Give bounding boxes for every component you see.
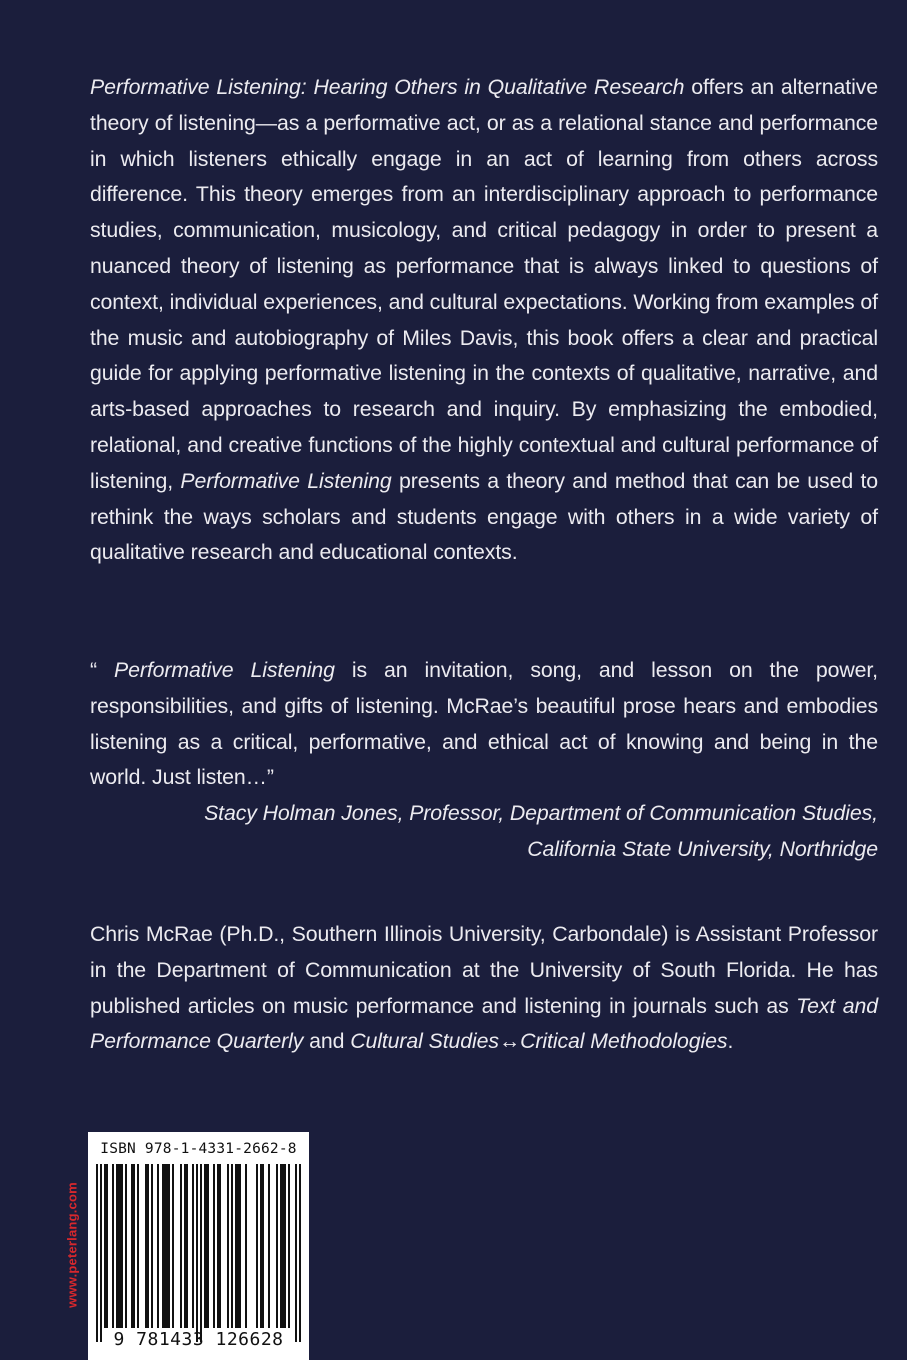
book-title-short: Performative Listening xyxy=(180,468,392,493)
barcode-bar xyxy=(260,1164,264,1328)
barcode-bar xyxy=(231,1164,233,1328)
quote-body xyxy=(90,653,878,796)
barcode-bar xyxy=(235,1164,241,1328)
barcode-bar xyxy=(204,1164,208,1328)
barcode-bar xyxy=(280,1164,286,1328)
barcode-bar xyxy=(157,1164,159,1328)
endorsement-quote xyxy=(90,653,878,868)
barcode-bar xyxy=(217,1164,221,1328)
journal-2: Cultural Studies↔Critical Methodologies xyxy=(350,1029,728,1054)
quote-book-title: Performative Listening xyxy=(113,658,335,682)
barcode-bar xyxy=(125,1164,127,1328)
quote-attribution-line-2: California State University, Northridge xyxy=(527,836,878,861)
barcode-bar xyxy=(131,1164,135,1328)
book-description xyxy=(90,70,878,571)
barcode-bar xyxy=(200,1164,202,1342)
barcode-bar xyxy=(213,1164,215,1328)
quote-open-mark: “ xyxy=(90,658,114,682)
barcode-bar xyxy=(268,1164,270,1328)
barcode-bar xyxy=(162,1164,170,1328)
bio-and: and xyxy=(303,1029,351,1054)
book-title: Performative Listening: Hearing Others in Qualitative Research xyxy=(90,75,685,99)
barcode-digits: 9 781433 126628 xyxy=(113,1329,284,1350)
barcode-bar xyxy=(288,1164,290,1328)
quote-attribution-line-1: Stacy Holman Jones, Professor, Department of Communication Studies, xyxy=(204,801,878,826)
author-bio xyxy=(90,917,878,1060)
barcode-bars xyxy=(96,1164,301,1340)
publisher-url: www.peterlang.com xyxy=(64,1182,80,1308)
barcode-bar xyxy=(276,1164,278,1328)
barcode-bar xyxy=(151,1164,153,1328)
barcode-bar xyxy=(227,1164,229,1328)
barcode-bar xyxy=(196,1164,198,1342)
description-text-1: offers an alternative theory of listening—as a performative act, or as a relational stance and performance in which listeners ethically engage in an act of learning from others across difference. This theory emerges from an interdisciplinary approach to performance studies, communication, musicology, and critical pedagogy in order to present a nuanced theory of listening as performance that is always linked to questions of context, individual experiences, and cultural expectations. Working from examples of the music and autobiography of Miles Davis, this book offers a clear and practical guide for applying performative listening in the contexts of qualitative, narrative, and arts-based approaches to research and inquiry. By emphasizing the embodied, relational, and creative functions of the highly contextual and cultural performance of listening, xyxy=(90,75,878,493)
barcode-bar xyxy=(295,1164,297,1342)
barcode-bar xyxy=(256,1164,258,1328)
description-text-2: presents a theory and method that can be used to rethink the ways scholars and students engage with others in a wide variety of qualitative research and educational contexts. xyxy=(90,468,878,565)
barcode-bar xyxy=(137,1164,139,1328)
bio-text: Chris McRae (Ph.D., Southern Illinois University, Carbondale) is Assistant Professor in the Department of Communication at the University of South Florida. He has published articles on music performance and listening in journals such as xyxy=(90,922,878,1018)
isbn-barcode xyxy=(88,1132,309,1360)
barcode-bar xyxy=(172,1164,174,1328)
isbn-label: ISBN 978-1-4331-2662-8 xyxy=(100,1141,297,1157)
barcode-bar xyxy=(116,1164,122,1328)
barcode-bar xyxy=(104,1164,108,1328)
barcode-bar xyxy=(192,1164,194,1328)
barcode-bar xyxy=(245,1164,247,1328)
barcode-bar xyxy=(112,1164,114,1328)
barcode-bar xyxy=(96,1164,98,1342)
barcode-bar xyxy=(180,1164,182,1328)
barcode-bar xyxy=(299,1164,301,1342)
journal-1: Text and Performance Quarterly xyxy=(90,993,878,1054)
barcode-bar xyxy=(184,1164,188,1328)
barcode-bar xyxy=(145,1164,149,1328)
barcode-bar xyxy=(100,1164,102,1342)
bio-end: . xyxy=(727,1029,734,1054)
quote-text: is an invitation, song, and lesson on the power, responsibilities, and gifts of listening. McRae’s beautiful prose hears and embodies listening as a critical, performative, and ethical act of knowing and being in the world. Just listen…” xyxy=(90,658,878,790)
